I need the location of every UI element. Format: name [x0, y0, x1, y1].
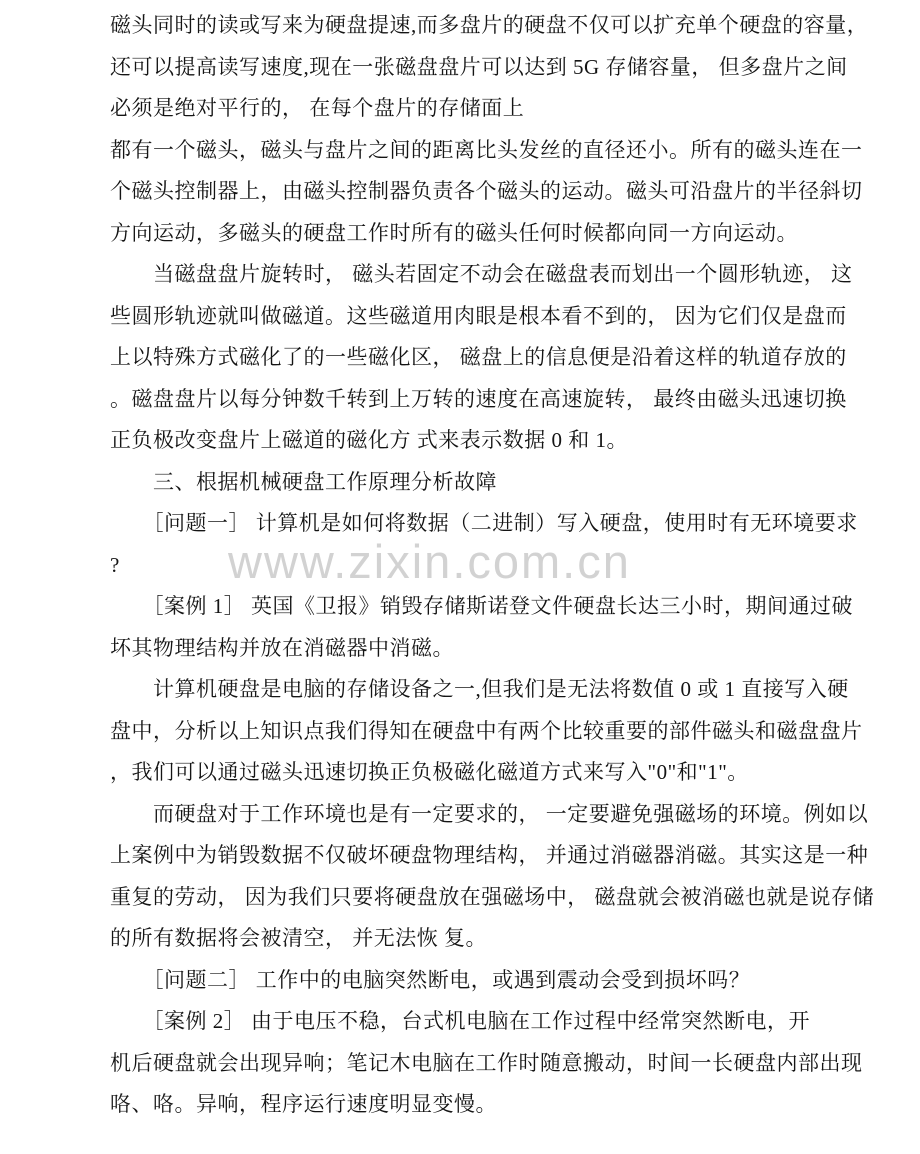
text-line: ［案例 1］ 英国《卫报》销毁存储斯诺登文件硬盘长达三小时，期间通过破	[110, 594, 853, 618]
text-line: 盘中，分析以上知识点我们得知在硬盘中有两个比较重要的部件磁头和磁盘盘片	[110, 718, 863, 743]
document-text	[110, 5, 874, 1126]
text-line: ?	[110, 552, 120, 577]
text-line: 磁头同时的读或写来为硬盘提速,而多盘片的硬盘不仅可以扩充单个硬盘的容量，	[110, 13, 869, 37]
text-line: ［问题二］ 工作中的电脑突然断电，或遇到震动会受到损坏吗？	[110, 967, 751, 992]
text-line: 方向运动，多磁头的硬盘工作时所有的磁头任何时候都向同一方向运动。	[110, 220, 798, 245]
text-line: 重复的劳动， 因为我们只要将硬盘放在强磁场中， 磁盘就会被消磁也就是说存储	[110, 884, 874, 909]
text-line: 坏其物理结构并放在消磁器中消磁。	[110, 635, 454, 660]
text-line: 。磁盘盘片以每分钟数千转到上万转的速度在高速旋转， 最终由磁头迅速切换	[110, 386, 847, 411]
text-line: 还可以提高读写速度,现在一张磁盘盘片可以达到 5G 存储容量， 但多盘片之间	[110, 54, 848, 79]
text-line: 的所有数据将会被清空， 并无法恢 复。	[110, 926, 487, 950]
text-line: 些圆形轨迹就叫做磁道。这些磁道用肉眼是根本看不到的， 因为它们仅是盘而	[110, 303, 847, 328]
text-line: 而硬盘对于工作环境也是有一定要求的， 一定要避免强磁场的环境。例如以	[110, 801, 869, 826]
text-line: 上案例中为销毁数据不仅破坏硬盘物理结构， 并通过消磁器消磁。其实这是一种	[110, 843, 869, 867]
text-line: 正负极改变盘片上磁道的磁化方 式来表示数据 0 和 1。	[110, 428, 628, 452]
text-line: 上以特殊方式磁化了的一些磁化区， 磁盘上的信息便是沿着这样的轨道存放的	[110, 345, 847, 369]
text-line: 必须是绝对平行的， 在每个盘片的存储面上	[110, 96, 525, 120]
text-line: 咯、咯。异响，程序运行速度明显变慢。	[110, 1092, 497, 1116]
text-line: ［案例 2］ 由于电压不稳，台式机电脑在工作过程中经常突然断电，开	[110, 1009, 810, 1033]
watermark: www.zixin.com.cn	[228, 535, 631, 588]
text-line: 都有一个磁头，磁头与盘片之间的距离比头发丝的直径还小。所有的磁头连在一	[110, 137, 863, 162]
text-line: ，我们可以通过磁头迅速切换正负极磁化磁道方式来写入"0"和"1"。	[110, 760, 749, 784]
text-line: 计算机硬盘是电脑的存储设备之一,但我们是无法将数值 0 或 1 直接写入硬	[110, 677, 849, 701]
section-heading: 三、根据机械硬盘工作原理分析故障	[110, 469, 497, 494]
text-line: 当磁盘盘片旋转时， 磁头若固定不动会在磁盘表而划出一个圆形轨迹， 这	[110, 262, 853, 286]
text-line: ［问题一］ 计算机是如何将数据（二进制）写入硬盘，使用时有无环境要求	[110, 511, 858, 535]
text-line: 个磁头控制器上，由磁头控制器负责各个磁头的运动。磁头可沿盘片的半径斜切	[110, 179, 863, 203]
text-line: 机后硬盘就会出现异响；笔记木电脑在工作时随意搬动，时间一长硬盘内部出现	[110, 1050, 863, 1075]
